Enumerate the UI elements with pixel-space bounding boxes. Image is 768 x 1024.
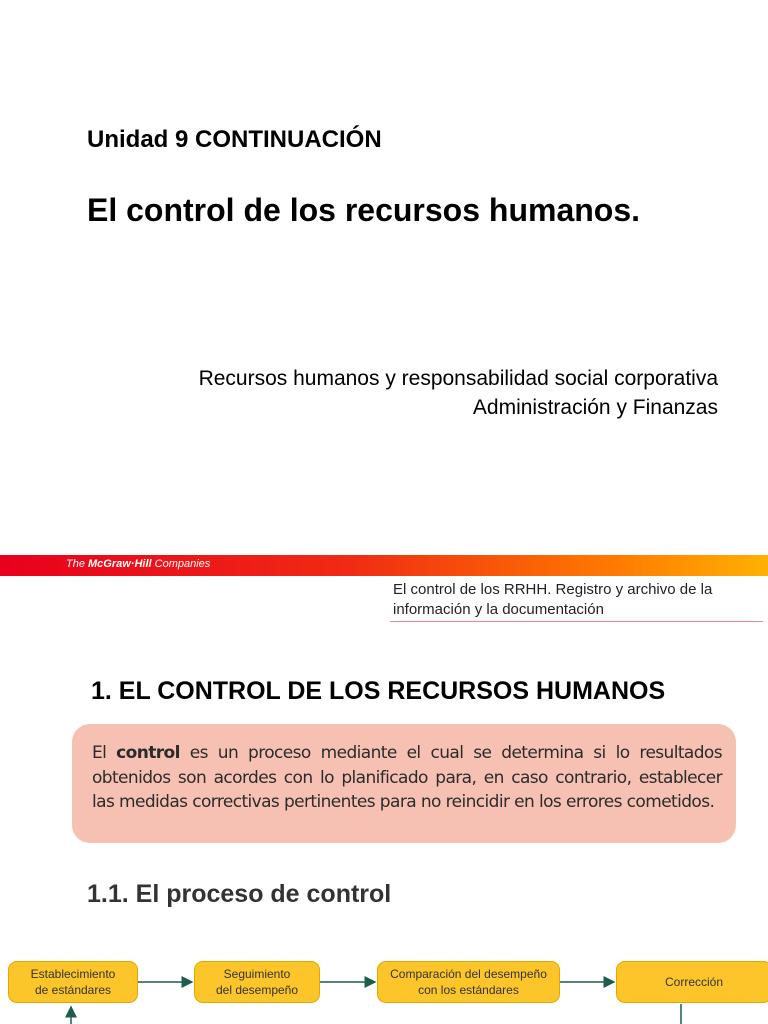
process-step-monitoring: Seguimiento del desempeño: [194, 961, 320, 1003]
header-note: El control de los RRHH. Registro y archivo de la información y la documentación: [393, 581, 713, 618]
page-title: El control de los recursos humanos.: [87, 192, 641, 228]
definition-text: [92, 741, 722, 815]
process-step-correction: Corrección: [616, 961, 768, 1003]
brand-prefix: The: [66, 558, 89, 570]
subtitle-program: Administración y Finanzas: [472, 396, 718, 419]
brand-suffix: Companies: [151, 558, 211, 570]
definition-pre: El: [92, 743, 117, 763]
subtitle-course: Recursos humanos y responsabilidad social corporativa: [198, 367, 718, 390]
process-step-standards: Establecimiento de estándares: [8, 961, 138, 1003]
definition-term: control: [116, 743, 180, 763]
subsection-title: 1.1. El proceso de control: [87, 880, 392, 908]
brand-name: McGraw·Hill: [88, 558, 152, 570]
unit-title: Unidad 9 CONTINUACIÓN: [87, 126, 382, 153]
definition-body: es un proceso mediante el cual se determina si lo resultados obtenidos son acordes con lo planificado para, en caso contrario, establecer las medidas correctivas pertinentes para no reincidir en los errores cometidos.: [92, 743, 722, 812]
publisher-logo: [66, 558, 210, 570]
process-step-comparison: Comparación del desempeño con los estándares: [377, 961, 560, 1003]
section-title: 1. EL CONTROL DE LOS RECURSOS HUMANOS: [91, 677, 666, 705]
header-divider: [390, 621, 763, 622]
